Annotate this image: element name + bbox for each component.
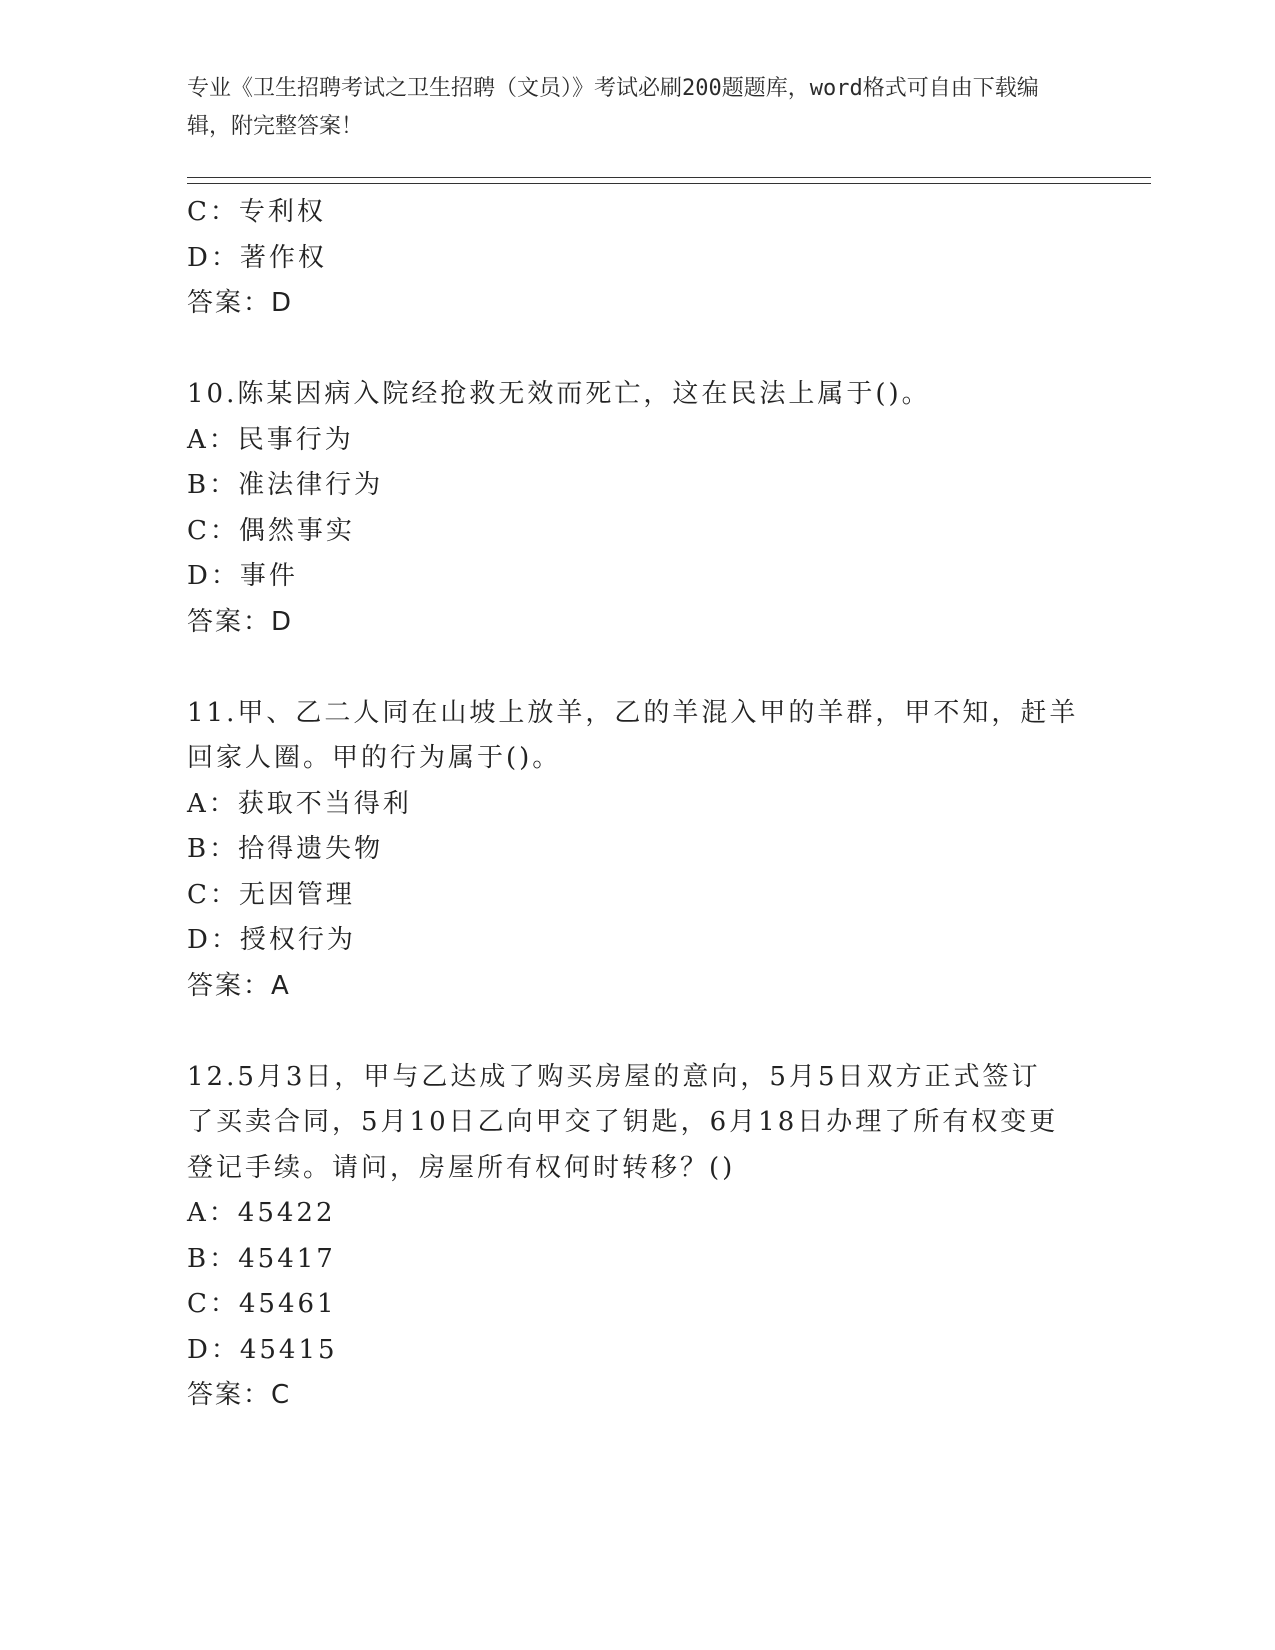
option-c: C：无因管理 <box>187 879 355 910</box>
option-d: D：事件 <box>187 561 298 591</box>
answer-line: 答案：C <box>187 1380 292 1410</box>
option-b: B：准法律行为 <box>187 470 384 500</box>
question-text-line-3: 登记手续。请问，房屋所有权何时转移？() <box>187 1152 736 1183</box>
answer-line: 答案：A <box>187 970 291 1001</box>
spacer <box>187 645 1077 691</box>
option-c: C：专利权 <box>187 197 326 227</box>
question-list <box>187 190 1077 1419</box>
option-c: C：45461 <box>187 1289 337 1319</box>
question-text-line-1: 11.甲、乙二人同在山坡上放羊，乙的羊混入甲的羊群，甲不知，赶羊 <box>187 697 1079 728</box>
question-12 <box>187 1055 1077 1419</box>
option-a: A：45422 <box>187 1198 336 1228</box>
question-text-line-1: 12.5月3日，甲与乙达成了购买房屋的意向，5月5日双方正式签订 <box>187 1061 1041 1092</box>
question-10 <box>187 372 1077 645</box>
answer-line: 答案：D <box>187 288 294 318</box>
header-divider-bottom <box>187 183 1151 184</box>
spacer <box>187 1009 1077 1055</box>
option-d: D：著作权 <box>187 242 327 273</box>
option-d: D：授权行为 <box>187 925 356 955</box>
question-text-line-2: 了买卖合同，5月10日乙向甲交了钥匙，6月18日办理了所有权变更 <box>187 1107 1059 1137</box>
spacer <box>187 327 1077 373</box>
header-text: 专业《卫生招聘考试之卫生招聘（文员）》考试必刷200题题库，word格式可自由下载编辑，附完整答案！ <box>187 76 1039 139</box>
question-text: 10.陈某因病入院经抢救无效而死亡，这在民法上属于()。 <box>187 379 931 409</box>
option-d: D：45415 <box>187 1334 338 1365</box>
question-block-prev <box>187 190 1077 327</box>
document-header <box>187 70 1067 146</box>
question-11 <box>187 691 1077 1010</box>
option-b: B：拾得遗失物 <box>187 834 384 864</box>
answer-line: 答案：D <box>187 606 294 637</box>
option-a: A：民事行为 <box>187 424 354 455</box>
header-divider-top <box>187 177 1151 178</box>
option-a: A：获取不当得利 <box>187 788 412 819</box>
option-b: B：45417 <box>187 1243 336 1274</box>
question-text-line-2: 回家人圈。甲的行为属于()。 <box>187 743 562 773</box>
option-c: C：偶然事实 <box>187 515 355 546</box>
